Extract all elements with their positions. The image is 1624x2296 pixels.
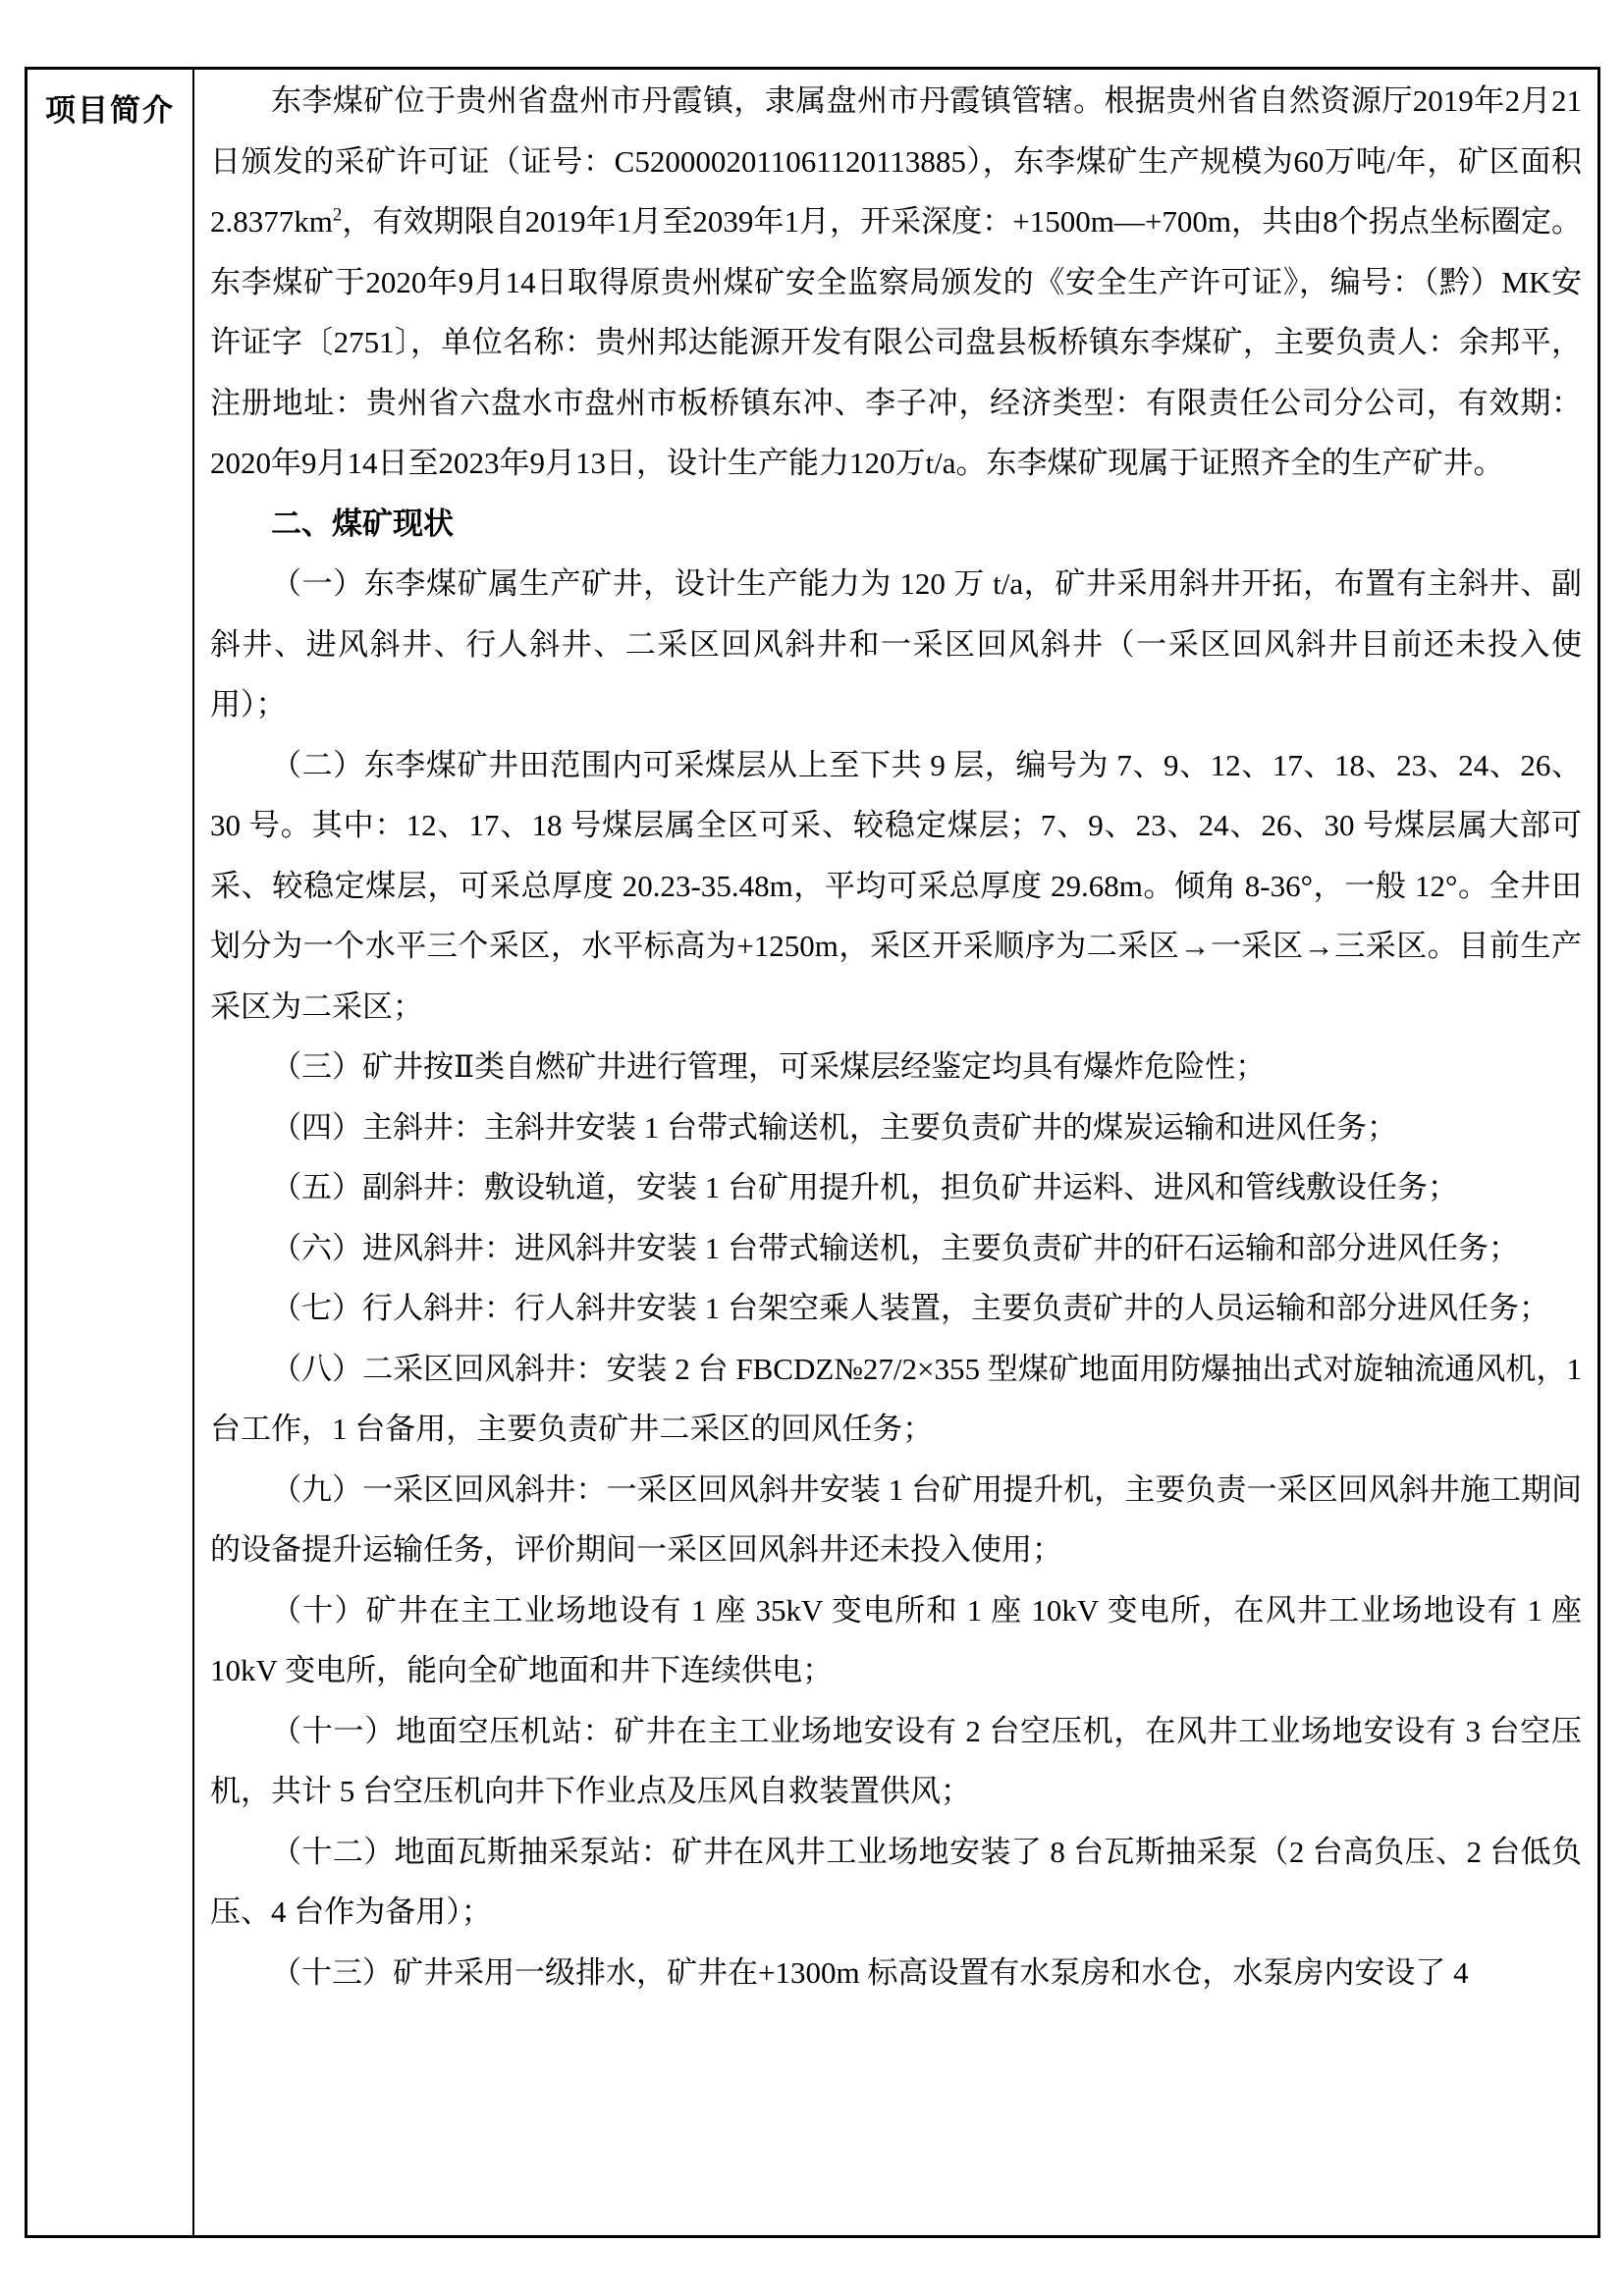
item-paragraph-4: （四）主斜井：主斜井安装 1 台带式输送机，主要负责矿井的煤炭运输和进风任务； xyxy=(271,1109,1397,1145)
item-paragraph-7: （七）行人斜井：行人斜井安装 1 台架空乘人装置，主要负责矿井的人员运输和部分进风任务； xyxy=(271,1291,1549,1325)
item-paragraph-13: （十三）矿井采用一级排水，矿井在+1300m 标高设置有水泵房和水仓，水泵房内安设了 4 xyxy=(271,1954,1469,1990)
item-paragraph-11: （十一）地面空压机站：矿井在主工业场地安设有 2 台空压机，在风井工业场地安设有 3 台空压机，共计 5 台空压机向井下作业点及压风自救装置供风； xyxy=(210,1713,1582,1808)
item-paragraph-10: （十）矿井在主工业场地设有 1 座 35kV 变电所和 1 座 10kV 变电所，在风井工业场地设有 1 座 10kV 变电所，能向全矿地面和井下连续供电； xyxy=(210,1592,1582,1687)
item-paragraph-5: （五）副斜井：敷设轨道，安装 1 台矿用提升机，担负矿井运料、进风和管线敷设任务； xyxy=(271,1170,1458,1204)
content-cell xyxy=(194,70,1597,2235)
label-cell xyxy=(27,70,194,2235)
row-label: 项目简介 xyxy=(45,93,175,128)
item-paragraph-1: （一）东李煤矿属生产矿井，设计生产能力为 120 万 t/a，矿井采用斜井开拓，布置有主斜井、副斜井、进风斜井、行人斜井、二采区回风斜井和一采区回风斜井（一采区回风斜井目前还未投入使用）； xyxy=(210,566,1582,721)
intro-text-after-superscript: ，有效期限自2019年1月至2039年1月，开采深度：+1500m—+700m，共由8个拐点坐标圈定。东李煤矿于2020年9月14日取得原贵州煤矿安全监察局颁发的《安全生产许可证》，编号：（黔）MK安许证字〔2751〕，单位名称：贵州邦达能源开发有限公司盘县板桥镇东李煤矿，主要负责人：余邦平，注册地址：贵州省六盘水市盘州市板桥镇东冲、李子冲，经济类型：有限责任公司分公司，有效期：2020年9月14日至2023年9月13日，设计生产能力120万t/a。东李煤矿现属于证照齐全的生产矿井。 xyxy=(210,204,1582,480)
project-intro-table xyxy=(25,67,1600,2238)
item-paragraph-3: （三）矿井按Ⅱ类自燃矿井进行管理，可采煤层经鉴定均具有爆炸危险性； xyxy=(271,1049,1267,1084)
item-paragraph-8: （八）二采区回风斜井：安装 2 台 FBCDZ№27/2×355 型煤矿地面用防爆抽出式对旋轴流通风机，1 台工作，1 台备用，主要负责矿井二采区的回风任务； xyxy=(210,1351,1582,1446)
section-heading: 二、煤矿现状 xyxy=(271,506,454,541)
item-paragraph-12: （十二）地面瓦斯抽采泵站：矿井在风井工业场地安装了 8 台瓦斯抽采泵（2 台高负压、2 台低负压、4 台作为备用）； xyxy=(210,1834,1582,1929)
item-paragraph-9: （九）一采区回风斜井：一采区回风斜井安装 1 台矿用提升机，主要负责一采区回风斜井施工期间的设备提升运输任务，评价期间一采区回风斜井还未投入使用； xyxy=(210,1471,1582,1567)
item-paragraph-6: （六）进风斜井：进风斜井安装 1 台带式输送机，主要负责矿井的矸石运输和部分进风任务； xyxy=(271,1230,1519,1265)
intro-paragraph xyxy=(210,71,1582,494)
item-paragraph-2: （二）东李煤矿井田范围内可采煤层从上至下共 9 层，编号为 7、9、12、17、18、23、24、26、30 号。其中：12、17、18 号煤层属全区可采、较稳定煤层；7、9、23、24、26、30 号煤层属大部可采、较稳定煤层，可采总厚度 20.23-35.48m，平均可采总厚度 29.68m。倾角 8-36°，一般 12°。全井田划分为一个水平三个采区，水平标高为+1250m，采区开采顺序为二采区→一采区→三采区。目前生产采区为二采区； xyxy=(210,747,1582,1024)
intro-text-before-superscript: 东李煤矿位于贵州省盘州市丹霞镇，隶属盘州市丹霞镇管辖。根据贵州省自然资源厅2019年2月21日颁发的采矿许可证（证号：C5200002011061120113885），东李煤矿生产规模为60万吨/年，矿区面积2.8377km xyxy=(210,83,1582,239)
km-squared-superscript: 2 xyxy=(332,204,343,226)
